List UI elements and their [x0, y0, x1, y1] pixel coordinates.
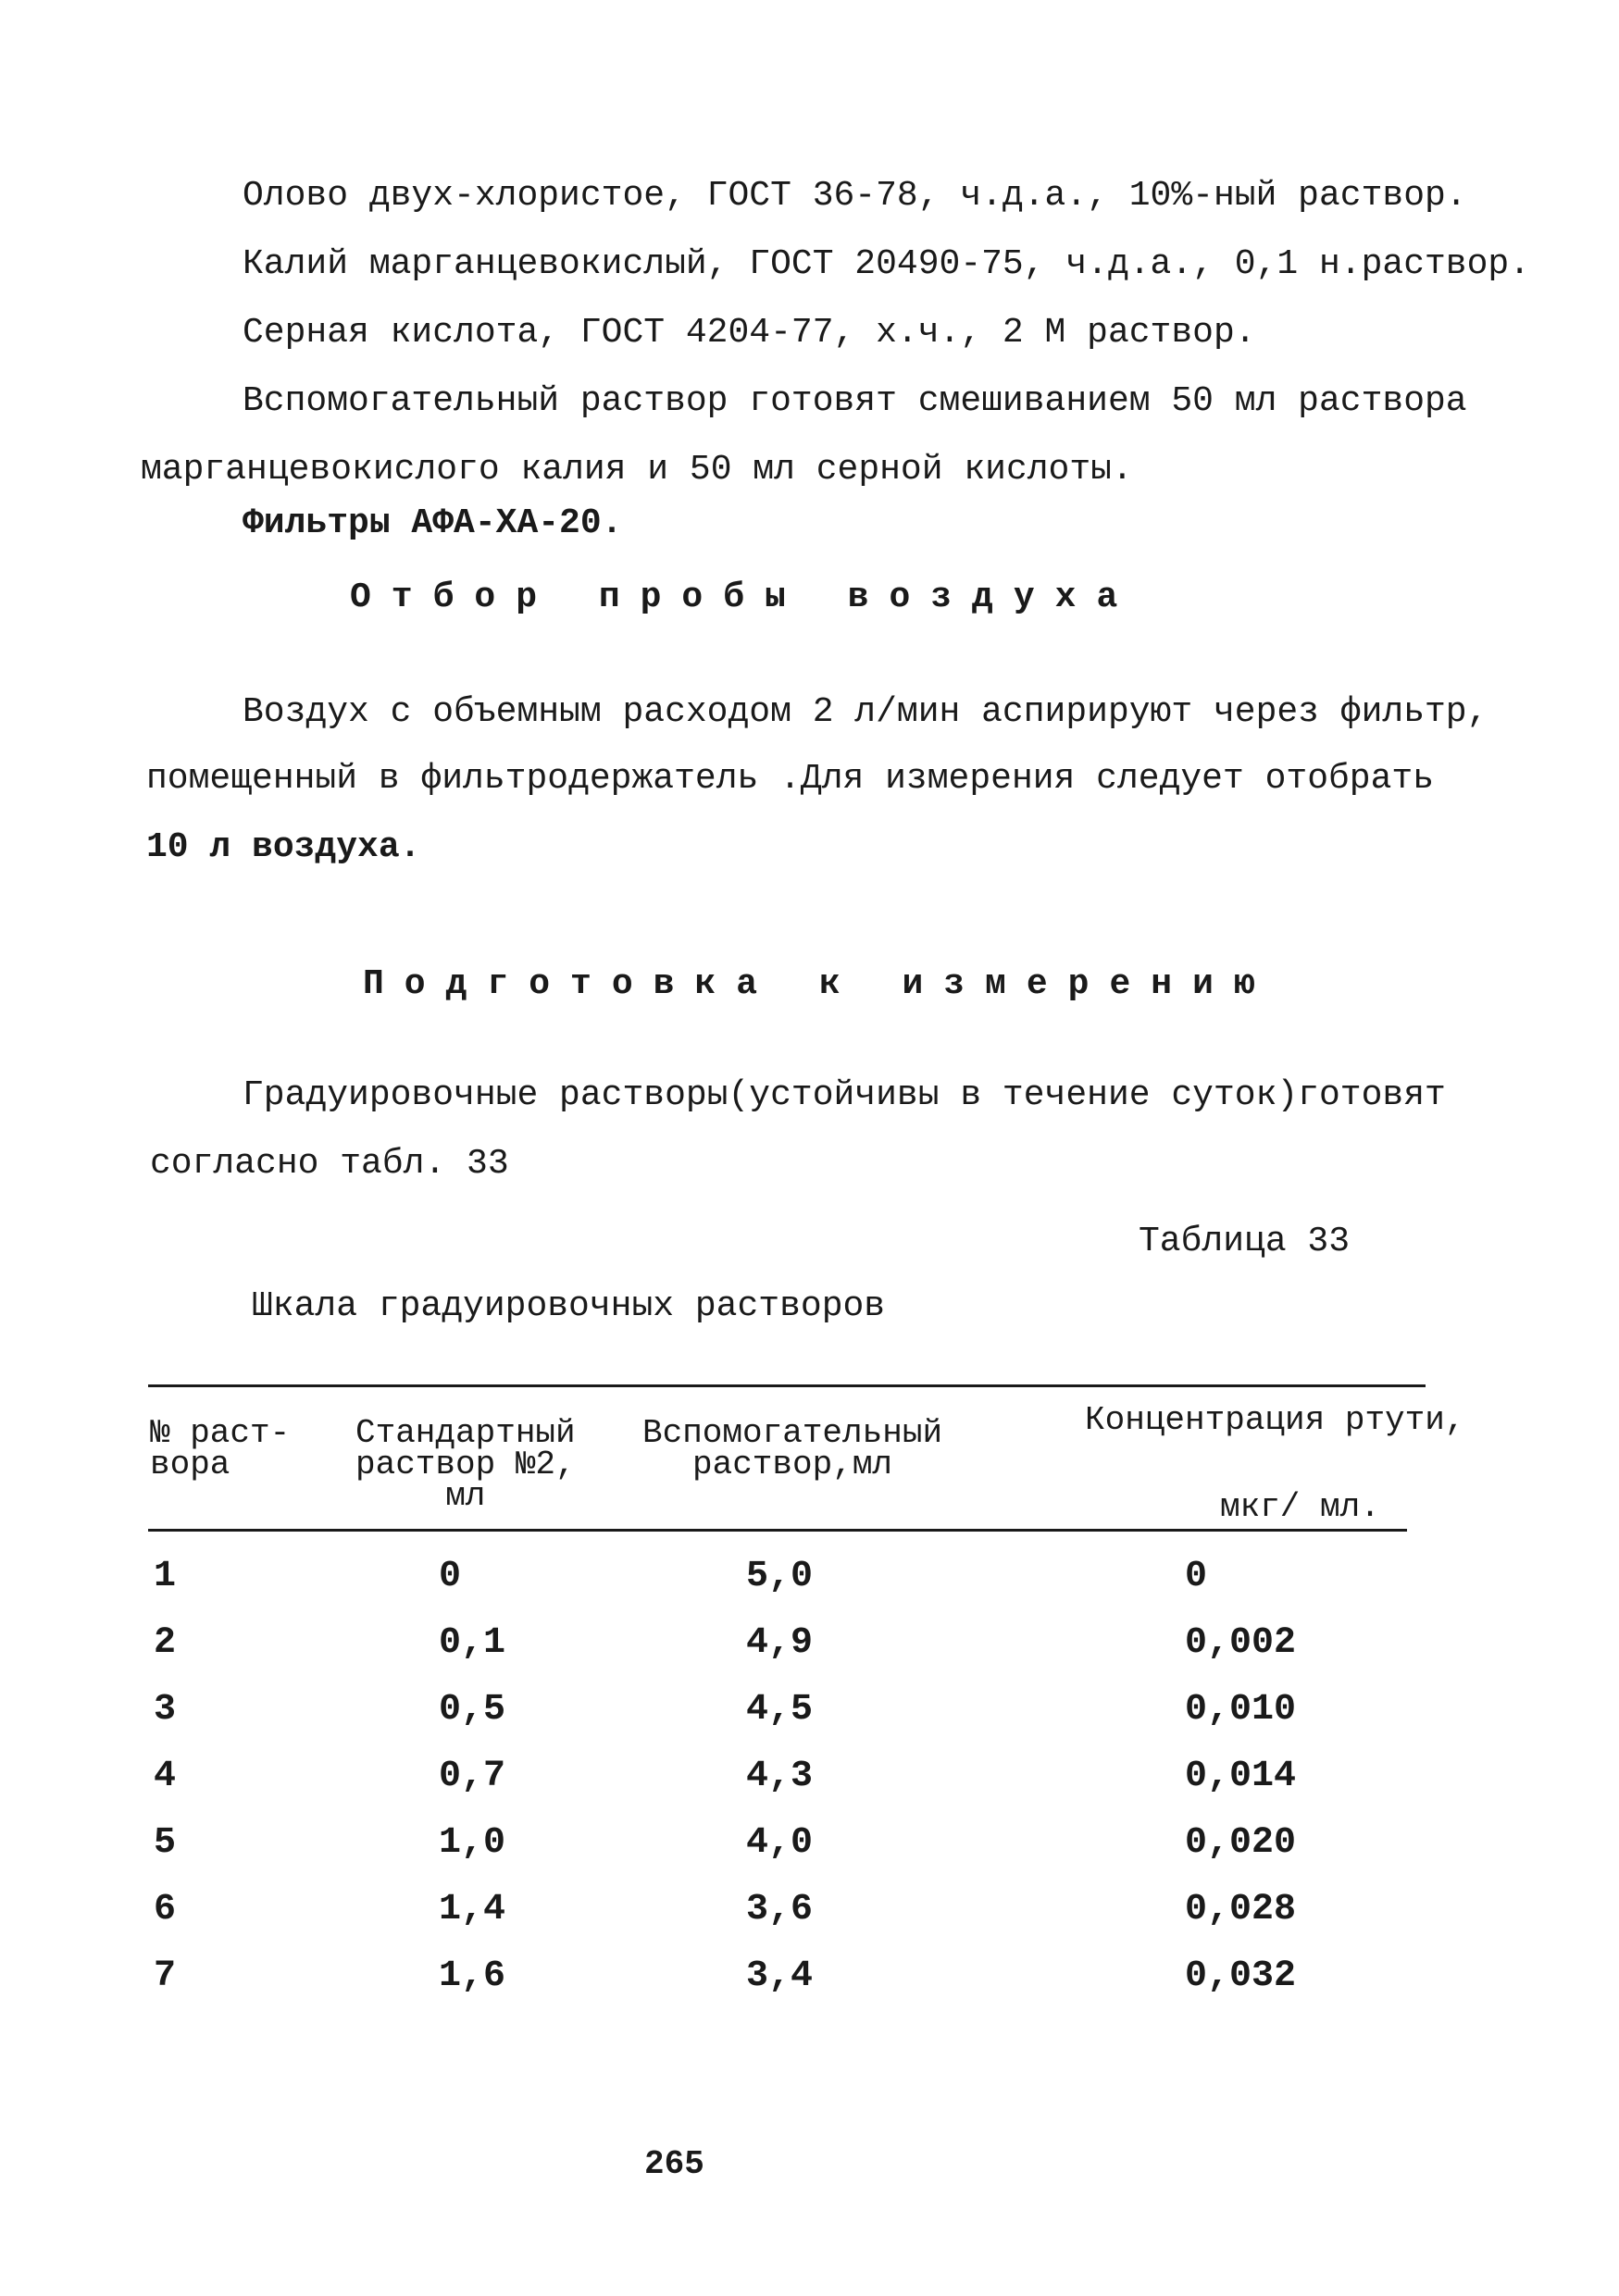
cell-concentration: 0,032 — [1185, 1955, 1297, 1997]
cell-concentration: 0,020 — [1185, 1822, 1297, 1864]
cell-standard-volume: 0,1 — [439, 1622, 506, 1664]
table-header-rule — [148, 1529, 1407, 1532]
filters-line: Фильтры АФА-ХА-20. — [243, 503, 623, 543]
calibration-line-2: согласно табл. 33 — [150, 1144, 509, 1184]
cell-solution-number: 1 — [154, 1556, 177, 1597]
heading-air-sampling: Отбор пробы воздуха — [350, 577, 1139, 617]
cell-solution-number: 2 — [154, 1622, 177, 1664]
cell-solution-number: 4 — [154, 1756, 177, 1797]
cell-auxiliary-volume: 3,4 — [746, 1955, 814, 1997]
cell-solution-number: 6 — [154, 1889, 177, 1930]
table-caption: Шкала градуировочных растворов — [252, 1286, 886, 1326]
reagent-tin-chloride: Олово двух-хлористое, ГОСТ 36-78, ч.д.а., 10%-ный раствор. — [243, 176, 1467, 216]
aux-solution-line-2: марганцевокислого калия и 50 мл серной кислоты. — [141, 450, 1133, 490]
table-number: Таблица 33 — [1139, 1222, 1351, 1261]
reagent-sulfuric-acid: Серная кислота, ГОСТ 4204-77, х.ч., 2 М раствор. — [243, 313, 1256, 353]
header-solution-number: № раст- вора — [150, 1414, 291, 1483]
cell-standard-volume: 1,0 — [439, 1822, 506, 1864]
table-top-rule — [148, 1384, 1426, 1387]
page-number: 265 — [644, 2145, 704, 2183]
header-standard-solution: Стандартный раствор №2, мл — [355, 1414, 576, 1515]
air-sampling-line-2: помещенный в фильтродержатель .Для измерения следует отобрать — [146, 759, 1435, 799]
cell-concentration: 0,028 — [1185, 1889, 1297, 1930]
heading-measurement-preparation: Подготовка к измерению — [363, 964, 1276, 1004]
cell-auxiliary-volume: 4,5 — [746, 1689, 814, 1731]
calibration-line-1: Градуировочные растворы(устойчивы в течение суток)готовят — [243, 1075, 1446, 1115]
cell-concentration: 0 — [1185, 1556, 1208, 1597]
header-mercury-concentration: Концентрация ртути, — [1085, 1401, 1465, 1439]
cell-solution-number: 7 — [154, 1955, 177, 1997]
aux-solution-line-1: Вспомогательный раствор готовят смешиванием 50 мл раствора — [243, 381, 1467, 421]
cell-concentration: 0,014 — [1185, 1756, 1297, 1797]
header-concentration-unit: мкг/ мл. — [1220, 1488, 1380, 1526]
reagent-potassium-permanganate: Калий марганцевокислый, ГОСТ 20490-75, ч.д.а., 0,1 н.раствор. — [243, 244, 1531, 284]
cell-solution-number: 3 — [154, 1689, 177, 1731]
cell-auxiliary-volume: 5,0 — [746, 1556, 814, 1597]
cell-auxiliary-volume: 4,0 — [746, 1822, 814, 1864]
cell-auxiliary-volume: 4,9 — [746, 1622, 814, 1664]
cell-auxiliary-volume: 3,6 — [746, 1889, 814, 1930]
cell-concentration: 0,002 — [1185, 1622, 1297, 1664]
cell-auxiliary-volume: 4,3 — [746, 1756, 814, 1797]
cell-standard-volume: 1,4 — [439, 1889, 506, 1930]
header-auxiliary-solution: Вспомогательный раствор,мл — [642, 1414, 943, 1483]
cell-standard-volume: 0,7 — [439, 1756, 506, 1797]
air-sampling-line-1: Воздух с объемным расходом 2 л/мин аспирируют через фильтр, — [243, 692, 1488, 732]
cell-standard-volume: 1,6 — [439, 1955, 506, 1997]
cell-solution-number: 5 — [154, 1822, 177, 1864]
cell-concentration: 0,010 — [1185, 1689, 1297, 1731]
cell-standard-volume: 0,5 — [439, 1689, 506, 1731]
air-sampling-line-3: 10 л воздуха. — [146, 827, 421, 867]
cell-standard-volume: 0 — [439, 1556, 462, 1597]
